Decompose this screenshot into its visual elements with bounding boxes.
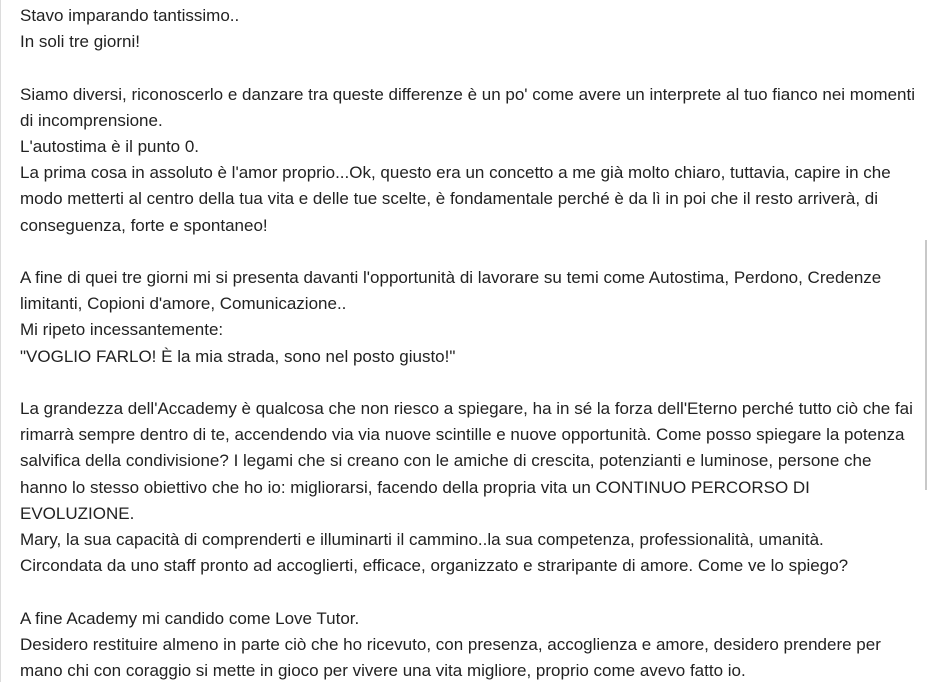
text-line: L'autostima è il punto 0. — [20, 137, 200, 156]
blank-line — [20, 239, 915, 265]
text-line: Circondata da uno staff pronto ad accoglierti, efficace, organizzato e straripante di amore. Come ve lo spiego? — [20, 556, 849, 576]
text-line: Desidero restituire almeno in parte ciò che ho ricevuto, con presenza, accoglienza e amore, desidero prendere per mano chi con coraggio si mette in gioco per vivere una vita migliore, proprio come avevo fatto io. — [20, 634, 881, 681]
text-line: Stavo imparando tantissimo.. — [20, 6, 240, 25]
left-border — [0, 0, 1, 682]
blank-line — [20, 579, 915, 605]
blank-line — [20, 370, 915, 396]
text-line: La prima cosa in assoluto è l'amor proprio...Ok, questo era un concetto a me già molto chiaro, tuttavia, capire in che modo metterti al centro della tua vita e delle tue scelte, è fondamentale perché è da lì in poi che il resto arriverà, di conseguenza, forte e spontaneo! — [20, 163, 891, 235]
text-line: "VOGLIO FARLO! È la mia strada, sono nel posto giusto!" — [20, 346, 456, 366]
text-line: In soli tre giorni! — [20, 32, 140, 52]
text-line: A fine Academy mi candido come Love Tutor. — [20, 608, 360, 628]
blank-line — [20, 55, 915, 81]
testimonial-text — [20, 3, 915, 682]
text-line: La grandezza dell'Accademy è qualcosa che non riesco a spiegare, ha in sé la forza dell'Eterno perché tutto ciò che fai rimarrà sempre dentro di te, accendendo via via nuove scintille e nuove opportunità. Come posso spiegare la potenza salvifica della condivisione? I legami che si creano con le amiche di crescita, potenzianti e luminose, persone che hanno lo stesso obiettivo che ho io: migliorarsi, facendo della propria vita un CONTINUO PERCORSO DI EVOLUZIONE. — [20, 399, 913, 523]
text-line: Mi ripeto incessantemente: — [20, 320, 224, 340]
text-line: A fine di quei tre giorni mi si presenta davanti l'opportunità di lavorare su temi come Autostima, Perdono, Credenze limitanti, Copioni d'amore, Comunicazione.. — [20, 268, 882, 314]
text-line: Siamo diversi, riconoscerlo e danzare tra queste differenze è un po' come avere un interprete al tuo fianco nei momenti di incomprensione. — [20, 84, 915, 130]
text-line: Mary, la sua capacità di comprenderti e illuminarti il cammino..la sua competenza, professionalità, umanità. — [20, 530, 824, 550]
